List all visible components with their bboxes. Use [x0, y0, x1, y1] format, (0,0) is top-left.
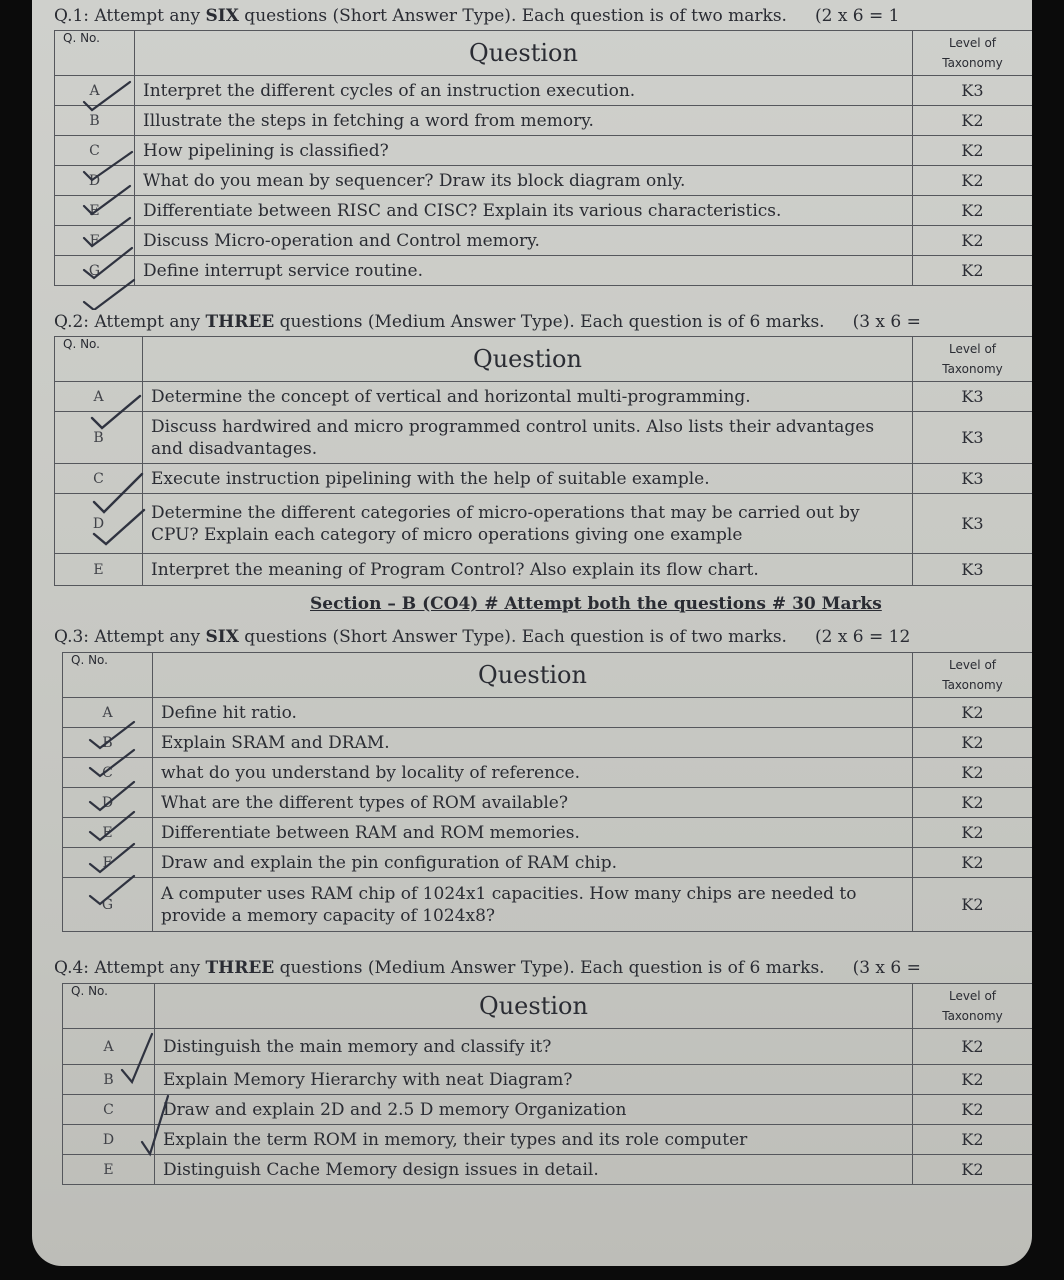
table-row — [63, 788, 1033, 818]
column-header-question: Question — [155, 984, 913, 1029]
taxonomy-level: K2 — [913, 136, 1033, 166]
question-text: Explain Memory Hierarchy with neat Diagram? — [155, 1065, 913, 1095]
table-row — [63, 818, 1033, 848]
question-text: Differentiate between RAM and ROM memories. — [153, 818, 913, 848]
column-header-qno: Q. No. — [63, 653, 153, 698]
question-text: A computer uses RAM chip of 1024x1 capacities. How many chips are needed to provide a memory capacity of 1024x8? — [153, 878, 913, 932]
question-number: G — [63, 878, 153, 932]
taxonomy-level: K2 — [913, 1125, 1033, 1155]
question-text: Execute instruction pipelining with the help of suitable example. — [143, 464, 913, 494]
taxonomy-level: K2 — [913, 256, 1033, 286]
table-row — [55, 412, 1033, 464]
column-header-level: Level of Taxonomy — [913, 653, 1033, 698]
table-row — [63, 848, 1033, 878]
question-text: Discuss Micro-operation and Control memory. — [135, 226, 913, 256]
question-text: What do you mean by sequencer? Draw its block diagram only. — [135, 166, 913, 196]
exam-paper — [32, 0, 1032, 1266]
table-header-row — [55, 31, 1033, 76]
question-number: G — [55, 256, 135, 286]
q3-heading: Q.3: Attempt any SIX questions (Short Answer Type). Each question is of two marks. (2 x 6 = 12 — [54, 627, 911, 647]
question-text: Determine the different categories of micro-operations that may be carried out by CPU? Explain each category of micro operations giving one example — [143, 494, 913, 554]
taxonomy-level: K2 — [913, 226, 1033, 256]
question-text: Distinguish the main memory and classify it? — [155, 1029, 913, 1065]
table-row — [55, 106, 1033, 136]
q3-table — [62, 652, 1032, 932]
table-row — [55, 196, 1033, 226]
question-text: what do you understand by locality of reference. — [153, 758, 913, 788]
taxonomy-level: K2 — [913, 1095, 1033, 1125]
taxonomy-level: K3 — [913, 494, 1033, 554]
taxonomy-level: K2 — [913, 848, 1033, 878]
taxonomy-level: K2 — [913, 1029, 1033, 1065]
table-row — [63, 1155, 1033, 1185]
table-row — [55, 494, 1033, 554]
taxonomy-level: K3 — [913, 464, 1033, 494]
question-number: C — [63, 1095, 155, 1125]
question-number: D — [63, 788, 153, 818]
question-text: What are the different types of ROM available? — [153, 788, 913, 818]
table-row — [63, 1095, 1033, 1125]
column-header-level: Level of Taxonomy — [913, 337, 1033, 382]
column-header-level: Level of Taxonomy — [913, 984, 1033, 1029]
column-header-qno: Q. No. — [55, 337, 143, 382]
table-header-row — [55, 337, 1033, 382]
question-number: B — [55, 412, 143, 464]
q2-heading: Q.2: Attempt any THREE questions (Medium Answer Type). Each question is of 6 marks. (3 x 6 = — [54, 312, 921, 332]
question-number: F — [55, 226, 135, 256]
taxonomy-level: K2 — [913, 166, 1033, 196]
question-number: B — [63, 728, 153, 758]
column-header-question: Question — [135, 31, 913, 76]
table-row — [63, 878, 1033, 932]
question-number: D — [55, 166, 135, 196]
column-header-qno: Q. No. — [63, 984, 155, 1029]
question-text: Define interrupt service routine. — [135, 256, 913, 286]
question-number: E — [55, 196, 135, 226]
taxonomy-level: K2 — [913, 878, 1033, 932]
table-row — [55, 382, 1033, 412]
table-header-row — [63, 653, 1033, 698]
question-text: Determine the concept of vertical and horizontal multi-programming. — [143, 382, 913, 412]
table-row — [63, 1029, 1033, 1065]
q1-table — [54, 30, 1032, 286]
question-text: Illustrate the steps in fetching a word from memory. — [135, 106, 913, 136]
question-text: Explain the term ROM in memory, their types and its role computer — [155, 1125, 913, 1155]
table-header-row — [63, 984, 1033, 1029]
question-text: Differentiate between RISC and CISC? Explain its various characteristics. — [135, 196, 913, 226]
question-number: E — [63, 818, 153, 848]
question-number: A — [55, 382, 143, 412]
question-text: Discuss hardwired and micro programmed control units. Also lists their advantages and disadvantages. — [143, 412, 913, 464]
question-text: Distinguish Cache Memory design issues in detail. — [155, 1155, 913, 1185]
taxonomy-level: K2 — [913, 1065, 1033, 1095]
taxonomy-level: K3 — [913, 382, 1033, 412]
column-header-question: Question — [153, 653, 913, 698]
taxonomy-level: K2 — [913, 758, 1033, 788]
table-row — [63, 1065, 1033, 1095]
question-number: F — [63, 848, 153, 878]
table-row — [63, 1125, 1033, 1155]
table-row — [63, 758, 1033, 788]
taxonomy-level: K3 — [913, 554, 1033, 586]
question-number: B — [63, 1065, 155, 1095]
column-header-question: Question — [143, 337, 913, 382]
taxonomy-level: K2 — [913, 698, 1033, 728]
q2-table — [54, 336, 1032, 586]
question-text: Define hit ratio. — [153, 698, 913, 728]
table-row — [55, 226, 1033, 256]
question-number: C — [55, 464, 143, 494]
taxonomy-level: K2 — [913, 1155, 1033, 1185]
table-row — [63, 698, 1033, 728]
question-number: E — [55, 554, 143, 586]
question-number: A — [55, 76, 135, 106]
q4-table — [62, 983, 1032, 1185]
table-row — [55, 136, 1033, 166]
table-row — [55, 464, 1033, 494]
q4-heading: Q.4: Attempt any THREE questions (Medium Answer Type). Each question is of 6 marks. (3 x 6 = — [54, 958, 921, 978]
question-number: D — [55, 494, 143, 554]
question-number: B — [55, 106, 135, 136]
column-header-level: Level of Taxonomy — [913, 31, 1033, 76]
taxonomy-level: K2 — [913, 788, 1033, 818]
question-number: C — [63, 758, 153, 788]
section-b-heading: Section – B (CO4) # Attempt both the questions # 30 Marks — [310, 594, 882, 614]
table-row — [55, 554, 1033, 586]
question-number: E — [63, 1155, 155, 1185]
taxonomy-level: K3 — [913, 76, 1033, 106]
taxonomy-level: K3 — [913, 412, 1033, 464]
question-text: Draw and explain the pin configuration of RAM chip. — [153, 848, 913, 878]
taxonomy-level: K2 — [913, 106, 1033, 136]
question-text: Interpret the different cycles of an instruction execution. — [135, 76, 913, 106]
question-text: Explain SRAM and DRAM. — [153, 728, 913, 758]
table-row — [63, 728, 1033, 758]
column-header-qno: Q. No. — [55, 31, 135, 76]
table-row — [55, 166, 1033, 196]
question-number: D — [63, 1125, 155, 1155]
question-number: A — [63, 1029, 155, 1065]
question-text: Interpret the meaning of Program Control? Also explain its flow chart. — [143, 554, 913, 586]
question-number: A — [63, 698, 153, 728]
question-number: C — [55, 136, 135, 166]
question-text: Draw and explain 2D and 2.5 D memory Organization — [155, 1095, 913, 1125]
table-row — [55, 76, 1033, 106]
taxonomy-level: K2 — [913, 196, 1033, 226]
q1-heading: Q.1: Attempt any SIX questions (Short Answer Type). Each question is of two marks. (2 x 6 = 1 — [54, 6, 900, 26]
table-row — [55, 256, 1033, 286]
taxonomy-level: K2 — [913, 818, 1033, 848]
taxonomy-level: K2 — [913, 728, 1033, 758]
question-text: How pipelining is classified? — [135, 136, 913, 166]
